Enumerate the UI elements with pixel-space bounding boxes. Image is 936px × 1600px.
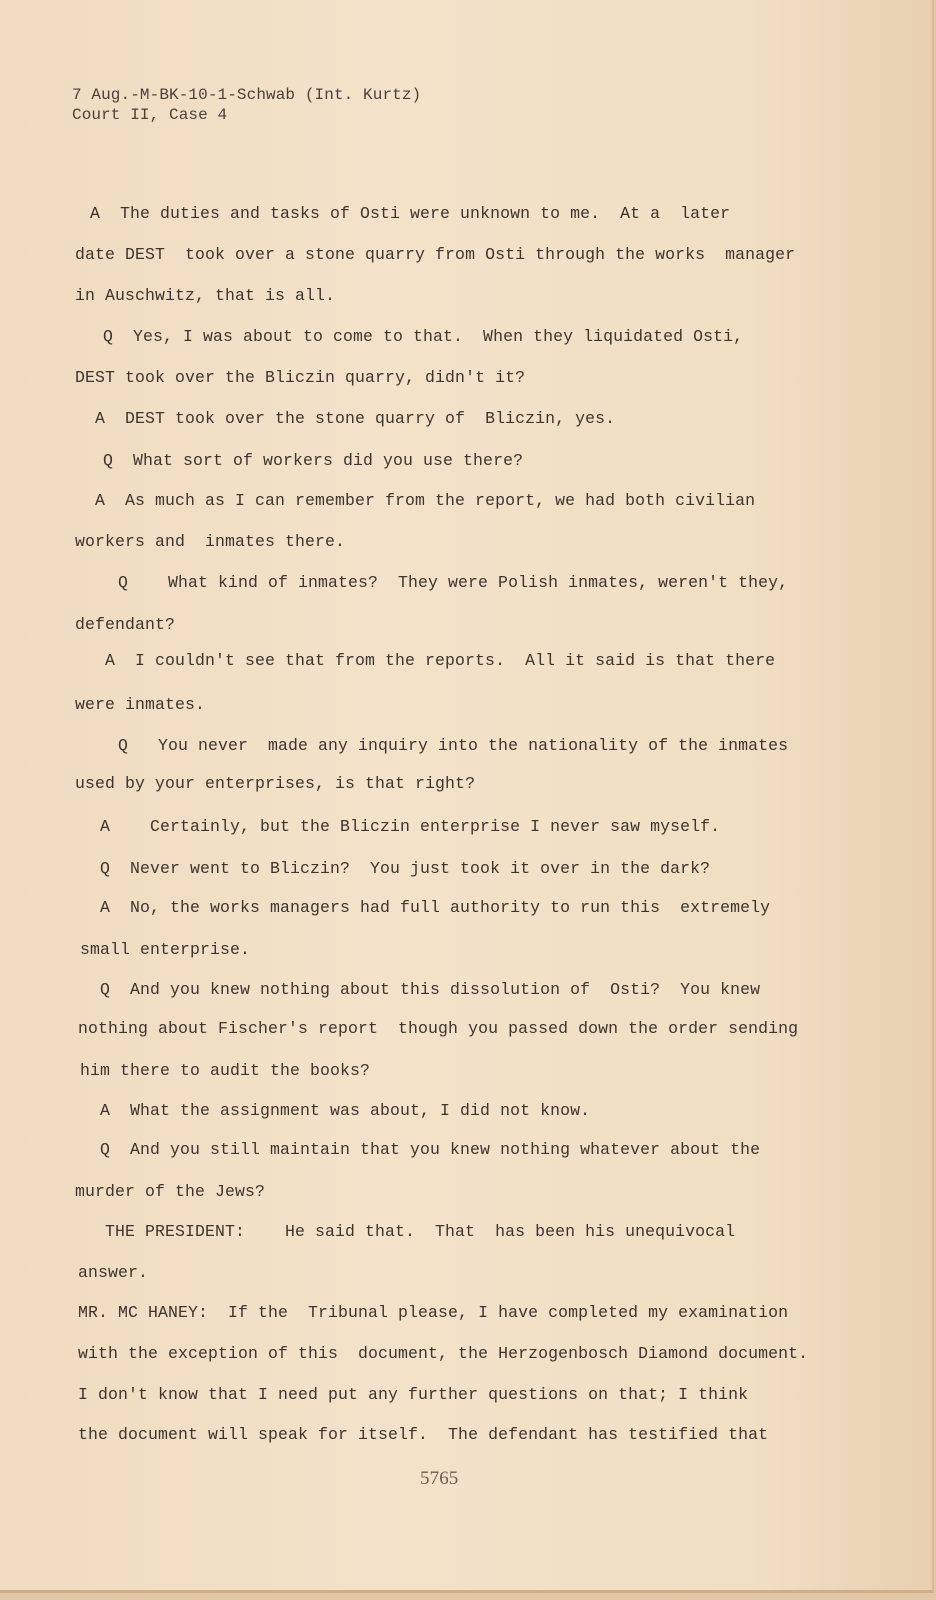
- transcript-line: A Certainly, but the Bliczin enterprise I never saw myself.: [100, 817, 721, 836]
- transcript-line: A As much as I can remember from the report, we had both civilian: [95, 491, 756, 510]
- transcript-line: workers and inmates there.: [75, 532, 346, 551]
- transcript-line: Q What kind of inmates? They were Polish inmates, weren't they,: [118, 573, 789, 592]
- transcript-line: date DEST took over a stone quarry from Osti through the works manager: [75, 245, 796, 264]
- transcript-line: A The duties and tasks of Osti were unknown to me. At a later: [90, 204, 731, 223]
- transcript-line: MR. MC HANEY: If the Tribunal please, I have completed my examination: [78, 1303, 789, 1322]
- transcript-line: DEST took over the Bliczin quarry, didn't it?: [75, 368, 526, 387]
- page-number: 5765: [420, 1468, 459, 1489]
- transcript-line: small enterprise.: [80, 940, 251, 959]
- transcript-line: with the exception of this document, the Herzogenbosch Diamond document.: [78, 1344, 809, 1363]
- transcript-line: Q And you knew nothing about this dissolution of Osti? You knew: [100, 980, 761, 999]
- transcript-line: used by your enterprises, is that right?: [75, 774, 476, 793]
- transcript-line: Q Yes, I was about to come to that. When they liquidated Osti,: [103, 327, 744, 346]
- transcript-line: I don't know that I need put any further questions on that; I think: [78, 1385, 749, 1404]
- transcript-line: answer.: [78, 1263, 149, 1282]
- transcript-line: A What the assignment was about, I did not know.: [100, 1101, 591, 1120]
- transcript-line: him there to audit the books?: [80, 1061, 371, 1080]
- transcript-line: Q Never went to Bliczin? You just took it over in the dark?: [100, 859, 711, 878]
- transcript-line: Q You never made any inquiry into the nationality of the inmates: [118, 736, 789, 755]
- transcript-line: Q What sort of workers did you use there?: [103, 451, 524, 470]
- transcript-line: were inmates.: [75, 695, 206, 714]
- transcript-line: murder of the Jews?: [75, 1182, 266, 1201]
- transcript-line: nothing about Fischer's report though you passed down the order sending: [78, 1019, 799, 1038]
- transcript-line: A I couldn't see that from the reports. All it said is that there: [105, 651, 776, 670]
- transcript-line: Q And you still maintain that you knew nothing whatever about the: [100, 1140, 761, 1159]
- transcript-line: A No, the works managers had full authority to run this extremely: [100, 898, 771, 917]
- document-reference: 7 Aug.-M-BK-10-1-Schwab (Int. Kurtz): [72, 86, 422, 104]
- transcript-line: THE PRESIDENT: He said that. That has been his unequivocal: [105, 1222, 736, 1241]
- transcript-line: in Auschwitz, that is all.: [75, 286, 336, 305]
- court-case: Court II, Case 4: [72, 106, 228, 124]
- transcript-line: defendant?: [75, 615, 176, 634]
- transcript-line: A DEST took over the stone quarry of Bliczin, yes.: [95, 409, 616, 428]
- transcript-line: the document will speak for itself. The defendant has testified that: [78, 1425, 769, 1444]
